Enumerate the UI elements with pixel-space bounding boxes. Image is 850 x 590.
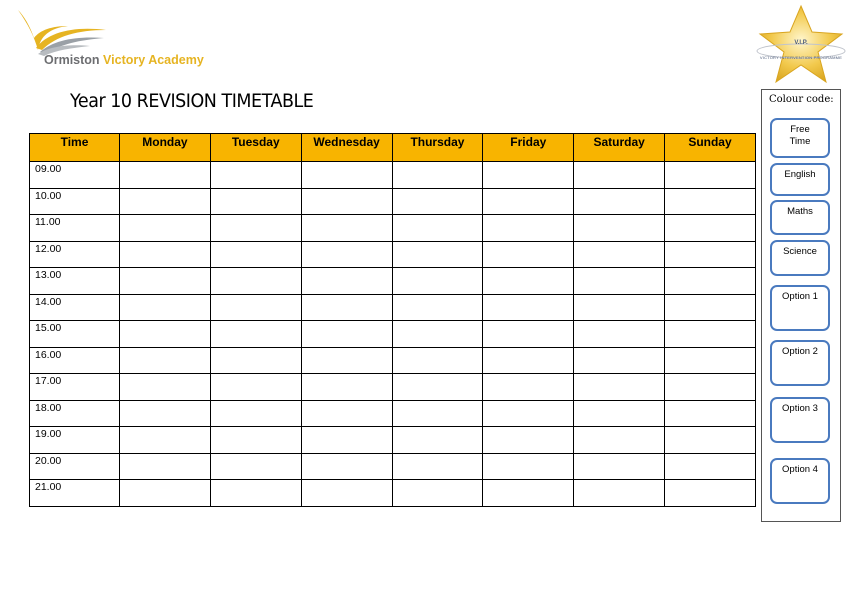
timetable-slot[interactable] bbox=[392, 268, 483, 295]
timetable-slot[interactable] bbox=[120, 453, 211, 480]
timetable-slot[interactable] bbox=[301, 427, 392, 454]
timetable-slot[interactable] bbox=[120, 374, 211, 401]
time-cell: 18.00 bbox=[30, 400, 120, 427]
timetable-slot[interactable] bbox=[574, 241, 665, 268]
timetable-header-row bbox=[30, 134, 756, 162]
timetable-slot[interactable] bbox=[574, 400, 665, 427]
timetable-slot[interactable] bbox=[483, 321, 574, 348]
table-row bbox=[30, 188, 756, 215]
timetable-slot[interactable] bbox=[392, 188, 483, 215]
timetable-slot[interactable] bbox=[301, 294, 392, 321]
column-header-sunday: Sunday bbox=[665, 134, 756, 162]
timetable-slot[interactable] bbox=[574, 215, 665, 242]
timetable-slot[interactable] bbox=[301, 215, 392, 242]
timetable-slot[interactable] bbox=[483, 241, 574, 268]
timetable-slot[interactable] bbox=[301, 321, 392, 348]
column-header-monday: Monday bbox=[120, 134, 211, 162]
timetable-slot[interactable] bbox=[301, 268, 392, 295]
timetable-slot[interactable] bbox=[210, 374, 301, 401]
column-header-saturday: Saturday bbox=[574, 134, 665, 162]
timetable-slot[interactable] bbox=[120, 400, 211, 427]
table-row bbox=[30, 453, 756, 480]
column-header-thursday: Thursday bbox=[392, 134, 483, 162]
colour-key-label: Option 2 bbox=[782, 346, 818, 357]
table-row bbox=[30, 294, 756, 321]
timetable-slot[interactable] bbox=[210, 400, 301, 427]
colour-code-title: Colour code: bbox=[769, 94, 834, 105]
timetable-slot[interactable] bbox=[301, 347, 392, 374]
timetable-slot[interactable] bbox=[483, 480, 574, 507]
timetable-slot[interactable] bbox=[392, 480, 483, 507]
colour-key-science[interactable] bbox=[770, 240, 830, 276]
time-cell: 20.00 bbox=[30, 453, 120, 480]
colour-key-label: Science bbox=[783, 246, 817, 257]
timetable-slot[interactable] bbox=[301, 453, 392, 480]
colour-key-label: Option 4 bbox=[782, 464, 818, 475]
timetable-slot[interactable] bbox=[665, 294, 756, 321]
timetable-slot[interactable] bbox=[392, 241, 483, 268]
timetable-slot[interactable] bbox=[301, 374, 392, 401]
timetable-slot[interactable] bbox=[574, 188, 665, 215]
time-cell: 15.00 bbox=[30, 321, 120, 348]
timetable-slot[interactable] bbox=[574, 427, 665, 454]
timetable-slot[interactable] bbox=[392, 215, 483, 242]
time-cell: 17.00 bbox=[30, 374, 120, 401]
timetable-slot[interactable] bbox=[665, 374, 756, 401]
timetable-slot[interactable] bbox=[483, 400, 574, 427]
colour-key-option-1[interactable] bbox=[770, 285, 830, 331]
time-cell: 12.00 bbox=[30, 241, 120, 268]
timetable-slot[interactable] bbox=[665, 427, 756, 454]
timetable-slot[interactable] bbox=[665, 321, 756, 348]
colour-key-option-3[interactable] bbox=[770, 397, 830, 443]
time-cell: 09.00 bbox=[30, 162, 120, 189]
colour-key-label: Option 3 bbox=[782, 403, 818, 414]
table-row bbox=[30, 374, 756, 401]
timetable-slot[interactable] bbox=[665, 241, 756, 268]
logo-accent: Victory Academy bbox=[103, 53, 204, 67]
badge-full-name: VICTORY INTERVENTION PROGRAMME bbox=[759, 55, 843, 60]
timetable-slot[interactable] bbox=[210, 453, 301, 480]
timetable-slot[interactable] bbox=[120, 480, 211, 507]
timetable-slot[interactable] bbox=[301, 400, 392, 427]
colour-key-option-2[interactable] bbox=[770, 340, 830, 386]
timetable-slot[interactable] bbox=[574, 321, 665, 348]
colour-code-panel bbox=[761, 89, 841, 522]
colour-key-label: English bbox=[784, 169, 816, 180]
timetable-slot[interactable] bbox=[120, 321, 211, 348]
table-row bbox=[30, 480, 756, 507]
time-cell: 14.00 bbox=[30, 294, 120, 321]
timetable-slot[interactable] bbox=[210, 427, 301, 454]
colour-key-english[interactable] bbox=[770, 163, 830, 196]
badge-abbreviation: V.I.P. bbox=[794, 40, 808, 46]
timetable-slot[interactable] bbox=[574, 268, 665, 295]
timetable-slot[interactable] bbox=[665, 215, 756, 242]
timetable-slot[interactable] bbox=[665, 400, 756, 427]
timetable-slot[interactable] bbox=[120, 268, 211, 295]
timetable-slot[interactable] bbox=[210, 321, 301, 348]
timetable-slot[interactable] bbox=[210, 347, 301, 374]
timetable-slot[interactable] bbox=[392, 294, 483, 321]
timetable-slot[interactable] bbox=[392, 400, 483, 427]
time-cell: 13.00 bbox=[30, 268, 120, 295]
timetable-slot[interactable] bbox=[665, 188, 756, 215]
timetable-slot[interactable] bbox=[210, 294, 301, 321]
timetable-slot[interactable] bbox=[120, 188, 211, 215]
timetable-slot[interactable] bbox=[301, 162, 392, 189]
timetable-slot[interactable] bbox=[210, 480, 301, 507]
timetable-slot[interactable] bbox=[483, 188, 574, 215]
colour-key-maths[interactable] bbox=[770, 200, 830, 235]
timetable-slot[interactable] bbox=[574, 480, 665, 507]
colour-key-label: Option 1 bbox=[782, 291, 818, 302]
timetable-slot[interactable] bbox=[392, 162, 483, 189]
timetable-slot[interactable] bbox=[392, 453, 483, 480]
timetable-slot[interactable] bbox=[665, 453, 756, 480]
timetable-slot[interactable] bbox=[574, 453, 665, 480]
timetable-slot[interactable] bbox=[392, 321, 483, 348]
time-cell: 16.00 bbox=[30, 347, 120, 374]
timetable-slot[interactable] bbox=[210, 188, 301, 215]
table-row bbox=[30, 162, 756, 189]
revision-timetable bbox=[29, 133, 756, 507]
timetable-slot[interactable] bbox=[665, 480, 756, 507]
timetable-slot[interactable] bbox=[120, 215, 211, 242]
table-row bbox=[30, 347, 756, 374]
table-row bbox=[30, 268, 756, 295]
timetable-slot[interactable] bbox=[120, 162, 211, 189]
timetable-slot[interactable] bbox=[483, 427, 574, 454]
time-cell: 11.00 bbox=[30, 215, 120, 242]
table-row bbox=[30, 400, 756, 427]
timetable-slot[interactable] bbox=[210, 215, 301, 242]
column-header-friday: Friday bbox=[483, 134, 574, 162]
logo-wordmark bbox=[44, 53, 204, 67]
column-header-tuesday: Tuesday bbox=[210, 134, 301, 162]
timetable-slot[interactable] bbox=[210, 268, 301, 295]
academy-logo bbox=[14, 6, 214, 72]
timetable-slot[interactable] bbox=[210, 241, 301, 268]
timetable-slot[interactable] bbox=[574, 347, 665, 374]
timetable-slot[interactable] bbox=[392, 374, 483, 401]
table-row bbox=[30, 241, 756, 268]
timetable-slot[interactable] bbox=[210, 162, 301, 189]
timetable-slot[interactable] bbox=[120, 241, 211, 268]
column-header-wednesday: Wednesday bbox=[301, 134, 392, 162]
column-header-time: Time bbox=[30, 134, 120, 162]
colour-key-label: Free Time bbox=[789, 124, 811, 147]
timetable-slot[interactable] bbox=[301, 480, 392, 507]
timetable-slot[interactable] bbox=[483, 268, 574, 295]
colour-key-free-time[interactable] bbox=[770, 118, 830, 158]
timetable-slot[interactable] bbox=[483, 347, 574, 374]
logo-name: Ormiston bbox=[44, 53, 100, 67]
table-row bbox=[30, 427, 756, 454]
vip-badge bbox=[752, 4, 850, 84]
page-title: Year 10 REVISION TIMETABLE bbox=[70, 90, 314, 112]
timetable-slot[interactable] bbox=[574, 294, 665, 321]
table-row bbox=[30, 215, 756, 242]
timetable-slot[interactable] bbox=[301, 241, 392, 268]
timetable-slot[interactable] bbox=[483, 453, 574, 480]
table-row bbox=[30, 321, 756, 348]
time-cell: 19.00 bbox=[30, 427, 120, 454]
wings-icon bbox=[14, 6, 124, 56]
time-cell: 10.00 bbox=[30, 188, 120, 215]
timetable-slot[interactable] bbox=[483, 215, 574, 242]
colour-key-label: Maths bbox=[787, 206, 813, 217]
timetable-slot[interactable] bbox=[483, 294, 574, 321]
timetable-slot[interactable] bbox=[120, 294, 211, 321]
time-cell: 21.00 bbox=[30, 480, 120, 507]
colour-key-option-4[interactable] bbox=[770, 458, 830, 504]
timetable-slot[interactable] bbox=[665, 268, 756, 295]
timetable-slot[interactable] bbox=[483, 374, 574, 401]
timetable-slot[interactable] bbox=[574, 374, 665, 401]
timetable-slot[interactable] bbox=[120, 427, 211, 454]
timetable-slot[interactable] bbox=[301, 188, 392, 215]
timetable-slot[interactable] bbox=[392, 427, 483, 454]
timetable-slot[interactable] bbox=[665, 347, 756, 374]
timetable-slot[interactable] bbox=[483, 162, 574, 189]
timetable-slot[interactable] bbox=[665, 162, 756, 189]
timetable-slot[interactable] bbox=[574, 162, 665, 189]
timetable-slot[interactable] bbox=[392, 347, 483, 374]
timetable-slot[interactable] bbox=[120, 347, 211, 374]
